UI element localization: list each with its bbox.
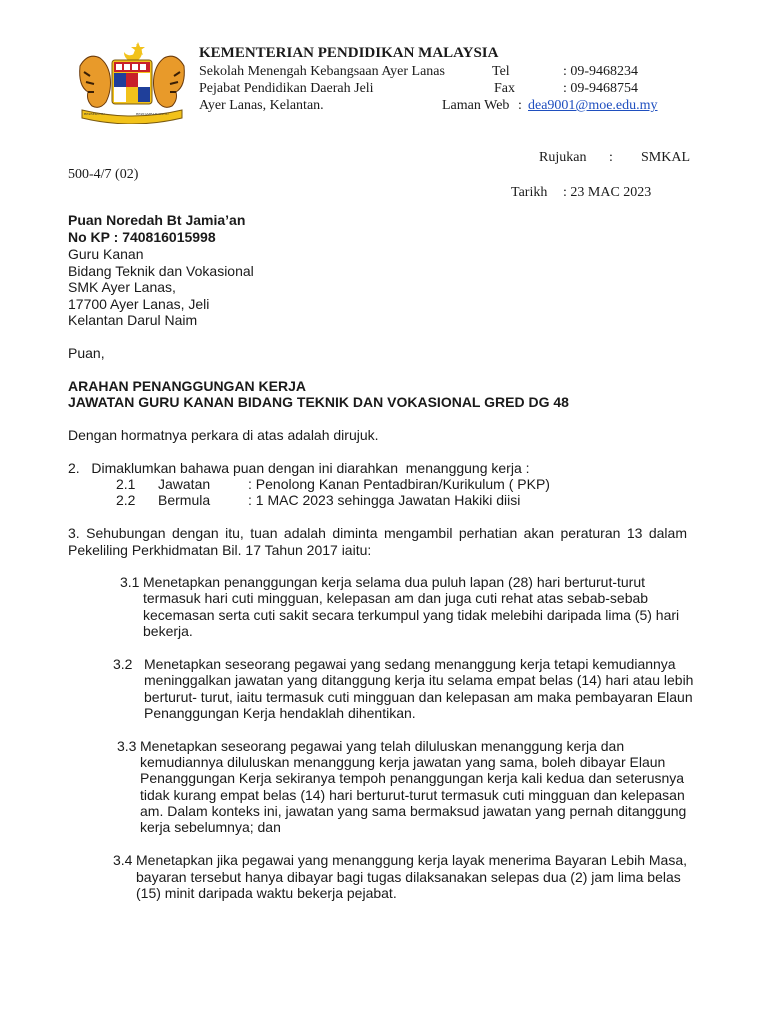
tarikh-label: Tarikh xyxy=(511,185,548,200)
opening-sentence: Dengan hormatnya perkara di atas adalah dirujuk. xyxy=(68,427,379,443)
school-name: Sekolah Menengah Kebangsaan Ayer Lanas xyxy=(199,64,445,79)
item-value: : Penolong Kanan Pentadbiran/Kurikulum ( PKP) xyxy=(248,476,550,492)
rule-3-3-line: tidak kurang empat belas (14) hari berturut-turut termasuk cuti mingguan dan kelepasan xyxy=(140,787,685,803)
rule-3-1-line: termasuk hari cuti mingguan, kelepasan am dan juga cuti rehat atas sebab-sebab xyxy=(143,590,649,606)
web-separator: : xyxy=(518,98,522,113)
rule-3-2-line: berturut- turut, iaitu termasuk cuti mingguan dan kelepasan am maka pembayaran Elaun xyxy=(144,689,693,705)
rujukan-value-continued: 500-4/7 (02) xyxy=(68,167,139,182)
item-label: Jawatan xyxy=(158,476,211,492)
tel-label: Tel xyxy=(492,64,510,79)
web-link[interactable]: dea9001@moe.edu.my xyxy=(528,98,658,113)
tarikh-value: : 23 MAC 2023 xyxy=(563,185,652,200)
recipient-line: SMK Ayer Lanas, xyxy=(68,279,176,295)
rule-3-4-line: bayaran tersebut hanya dibayar bagi tugas dilaksanakan selepas dua (2) jam lima belas xyxy=(136,869,681,885)
rujukan-separator: : xyxy=(609,150,613,165)
recipient-ic: No KP : 740816015998 xyxy=(68,229,216,245)
rule-3-3-line: am. Dalam konteks ini, jawatan yang sama bermaksud jawatan yang pernah ditanggung xyxy=(140,803,687,819)
rule-3-3-number: 3.3 xyxy=(117,738,137,754)
rule-3-4-first-line: Menetapkan jika pegawai yang menanggung kerja layak menerima Bayaran Lebih Masa, xyxy=(136,852,687,868)
rujukan-label: Rujukan xyxy=(539,150,587,165)
paragraph-3: 3. Sehubungan dengan itu, tuan adalah diminta mengambil perhatian akan peraturan 13 dalam Pekeliling Perkhidmatan Bil. 17 Tahun 2017 iaitu: xyxy=(68,525,687,558)
rule-3-4-line: (15) minit daripada waktu bekerja pejabat. xyxy=(136,885,397,901)
rule-3-1-line: kecemasan serta cuti sakit secara terkumpul yang tidak melebihi daripada lima (5) hari xyxy=(143,607,680,623)
item-label: Bermula xyxy=(158,492,211,508)
recipient-line: 17700 Ayer Lanas, Jeli xyxy=(68,296,210,312)
item-number: 2.2 xyxy=(116,492,136,508)
rule-3-3-line: kemudiannya diluluskan menanggung kerja jawatan yang sama, boleh dibayar Elaun xyxy=(140,754,666,770)
recipient-line: Bidang Teknik dan Vokasional xyxy=(68,263,254,279)
rule-3-3-line: kerja sebelumnya; dan xyxy=(140,819,281,835)
rule-3-1-first-line: Menetapkan penanggungan kerja selama dua puluh lapan (28) hari berturut-turut xyxy=(143,574,646,590)
crest-banner-right: BERTAMBAH MUTU xyxy=(136,112,169,116)
item-value: : 1 MAC 2023 sehingga Jawatan Hakiki diisi xyxy=(248,492,521,508)
paragraph-2: 2. Dimaklumkan bahawa puan dengan ini diarahkan menanggung kerja : xyxy=(68,460,530,476)
school-address: Ayer Lanas, Kelantan. xyxy=(199,98,324,113)
rule-3-1-line: bekerja. xyxy=(143,623,193,639)
rule-3-3-first-line: Menetapkan seseorang pegawai yang telah diluluskan menanggung kerja dan xyxy=(140,738,625,754)
crest-banner-left: BERSEKUTU xyxy=(84,112,105,116)
rule-3-2-line: meninggalkan jawatan yang ditanggung kerja itu selama empat belas (14) hari atau lebih xyxy=(144,672,694,688)
recipient-name: Puan Noredah Bt Jamia’an xyxy=(68,212,246,228)
fax-label: Fax xyxy=(494,81,515,96)
office-name: Pejabat Pendidikan Daerah Jeli xyxy=(199,81,374,96)
salutation: Puan, xyxy=(68,345,105,361)
item-number: 2.1 xyxy=(116,476,136,492)
ministry-name: KEMENTERIAN PENDIDIKAN MALAYSIA xyxy=(199,45,499,61)
rule-3-2-line: Penanggungan Kerja hendaklah dihentikan. xyxy=(144,705,416,721)
tel-value: : 09-9468234 xyxy=(563,64,639,79)
recipient-line: Guru Kanan xyxy=(68,246,144,262)
recipient-line: Kelantan Darul Naim xyxy=(68,312,198,328)
subject-line-2: JAWATAN GURU KANAN BIDANG TEKNIK DAN VOKASIONAL GRED DG 48 xyxy=(68,394,569,410)
web-label: Laman Web xyxy=(442,98,510,113)
rujukan-value: SMKAL xyxy=(641,150,691,165)
rule-3-2-number: 3.2 xyxy=(113,656,133,672)
subject-line-1: ARAHAN PENANGGUNGAN KERJA xyxy=(68,378,307,394)
rule-3-4-number: 3.4 xyxy=(113,852,133,868)
fax-value: : 09-9468754 xyxy=(563,81,639,96)
rule-3-2-first-line: Menetapkan seseorang pegawai yang sedang menanggung kerja tetapi kemudiannya xyxy=(144,656,676,672)
rule-3-1-number: 3.1 xyxy=(120,574,140,590)
rule-3-3-line: Penanggungan Kerja sekiranya tempoh penanggungan kerja kali kedua dan seterusnya xyxy=(140,770,685,786)
